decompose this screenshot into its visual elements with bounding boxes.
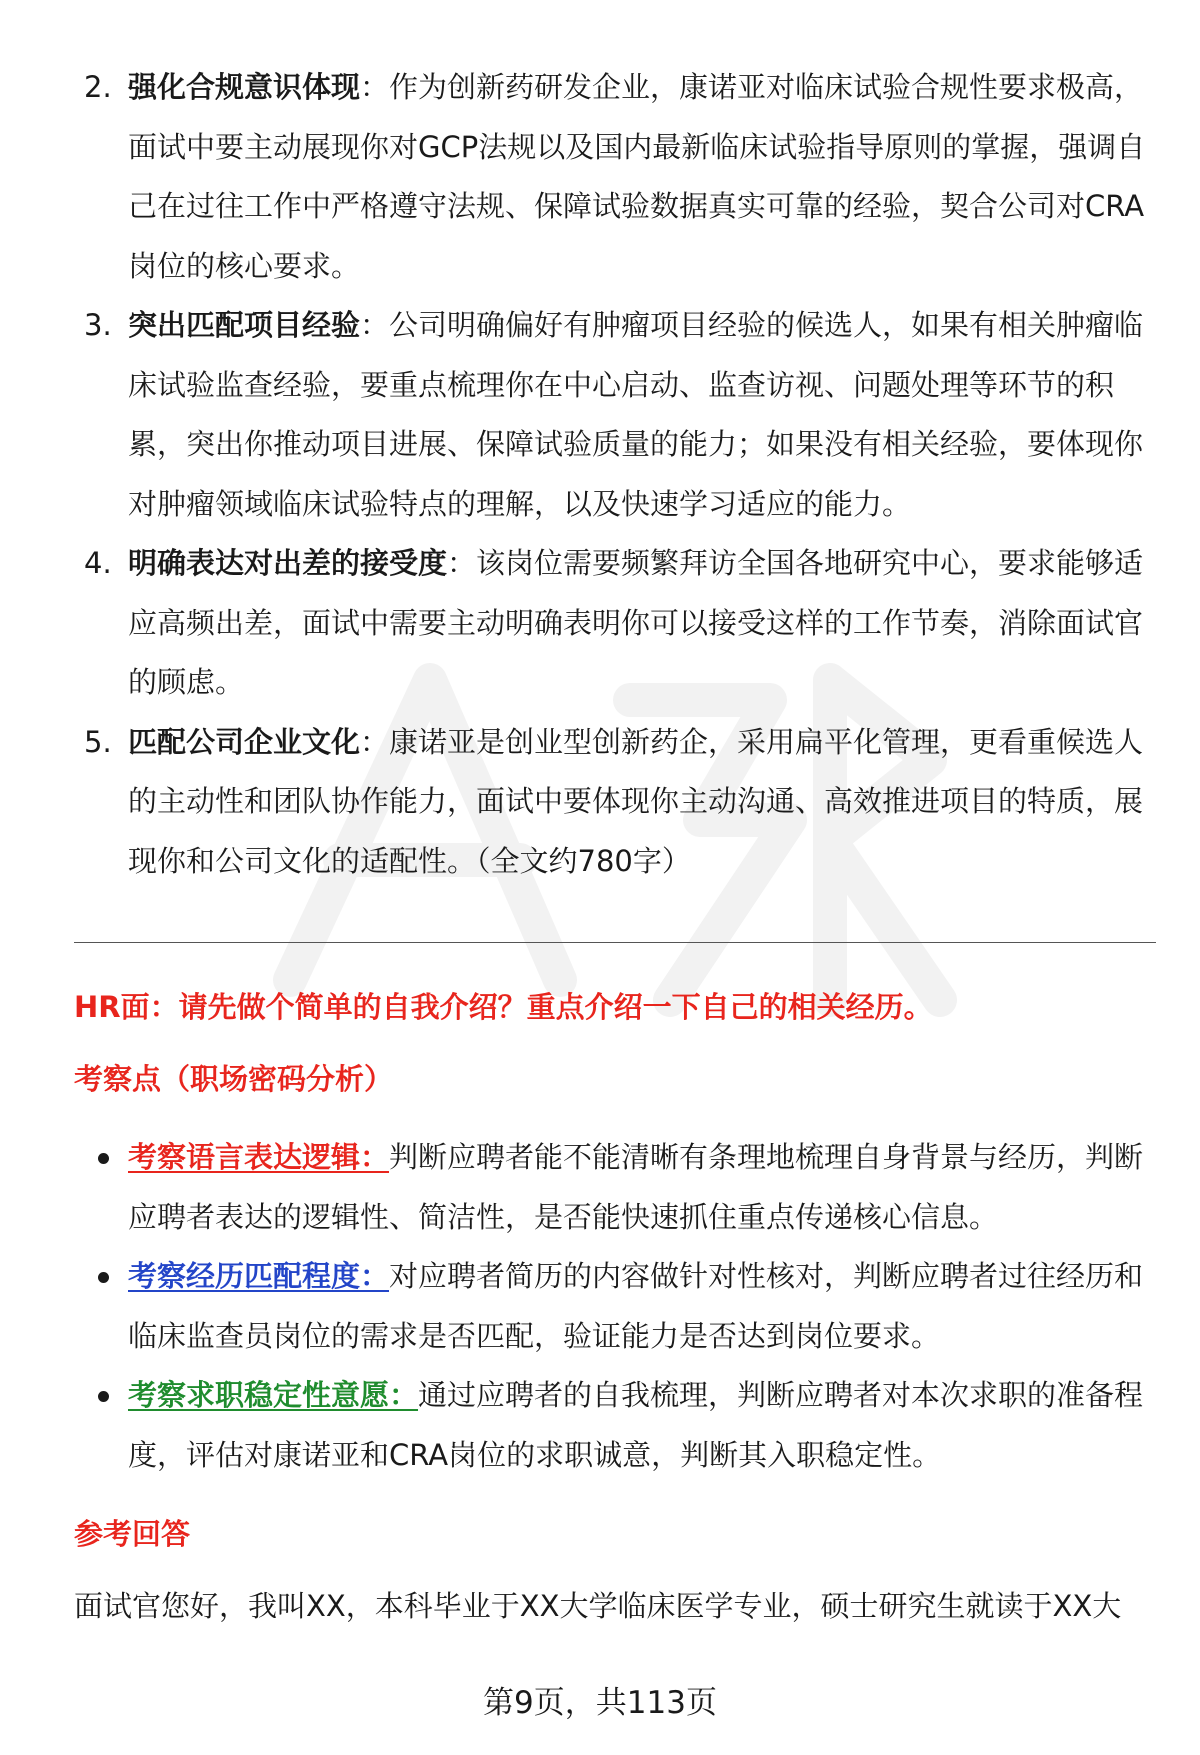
item-title: 匹配公司企业文化 [128,724,361,759]
bullet-item [74,1128,1156,1247]
bullet-item [74,1366,1156,1485]
item-text: ：该岗位需要频繁拜访全国各地研究中心，要求能够适应高频出差，面试中需要主动明确表明你可以接受这样的工作节奏，消除面试官的顾虑。 [128,546,1144,699]
interview-question: HR面：请先做个简单的自我介绍？重点介绍一下自己的相关经历。 [74,990,933,1024]
item-title: 强化合规意识体现 [128,70,361,104]
exam-points-heading: 考察点（职场密码分析） [74,1062,394,1096]
item-text: ：公司明确偏好有肿瘤项目经验的候选人，如果有相关肿瘤临床试验监查经验，要重点梳理你在中心启动、监查访视、问题处理等环节的积累，突出你推动项目进展、保障试验质量的能力；如果没有相关经验，要体现你对肿瘤领域临床试验特点的理解，以及快速学习适应的能力。 [128,308,1144,521]
list-item [74,296,1154,534]
bullet-lead: 考察求职稳定性意愿： [128,1378,419,1412]
bullet-text: 对应聘者简历的内容做针对性核对，判断应聘者过往经历和临床监查员岗位的需求是否匹配，验证能力是否达到岗位要求。 [128,1259,1144,1353]
numbered-list [74,58,1154,891]
exam-points-list [74,1128,1156,1485]
bullet-dot [98,1153,109,1164]
item-title: 突出匹配项目经验 [128,308,361,342]
bullet-lead: 考察经历匹配程度： [128,1259,390,1293]
bullet-text: 通过应聘者的自我梳理，判断应聘者对本次求职的准备程度，评估对康诺亚和CRA岗位的求职诚意，判断其入职稳定性。 [128,1378,1144,1472]
item-text: ：作为创新药研发企业，康诺亚对临床试验合规性要求极高，面试中要主动展现你对GCP法规以及国内最新临床试验指导原则的掌握，强调自己在过往工作中严格遵守法规、保障试验数据真实可靠的经验，契合公司对CRA岗位的核心要求。 [128,70,1146,283]
list-item [74,713,1154,892]
item-title: 明确表达对出差的接受度 [128,546,448,580]
bullet-item [74,1247,1156,1366]
item-number: 2. [84,70,112,104]
item-number: 5. [84,724,112,759]
bullet-dot [98,1391,109,1402]
list-item [74,58,1154,296]
list-item [74,534,1154,713]
item-number: 4. [84,546,112,580]
bullet-text: 判断应聘者能不能清晰有条理地梳理自身背景与经历，判断应聘者表达的逻辑性、简洁性，是否能快速抓住重点传递核心信息。 [128,1140,1144,1234]
item-text: ：康诺亚是创业型创新药企，采用扁平化管理，更看重候选人的主动性和团队协作能力，面试中要体现你主动沟通、高效推进项目的特质，展现你和公司文化的适配性。（全文约780字） [128,724,1144,878]
reference-answer-text: 面试官您好，我叫XX，本科毕业于XX大学临床医学专业，硕士研究生就读于XX大 [74,1589,1122,1623]
bullet-lead: 考察语言表达逻辑： [128,1140,390,1174]
item-number: 3. [84,308,112,342]
reference-answer-heading: 参考回答 [74,1517,191,1551]
bullet-dot [98,1272,109,1283]
section-divider [74,942,1156,943]
page-number: 第9页，共113页 [483,1685,717,1721]
